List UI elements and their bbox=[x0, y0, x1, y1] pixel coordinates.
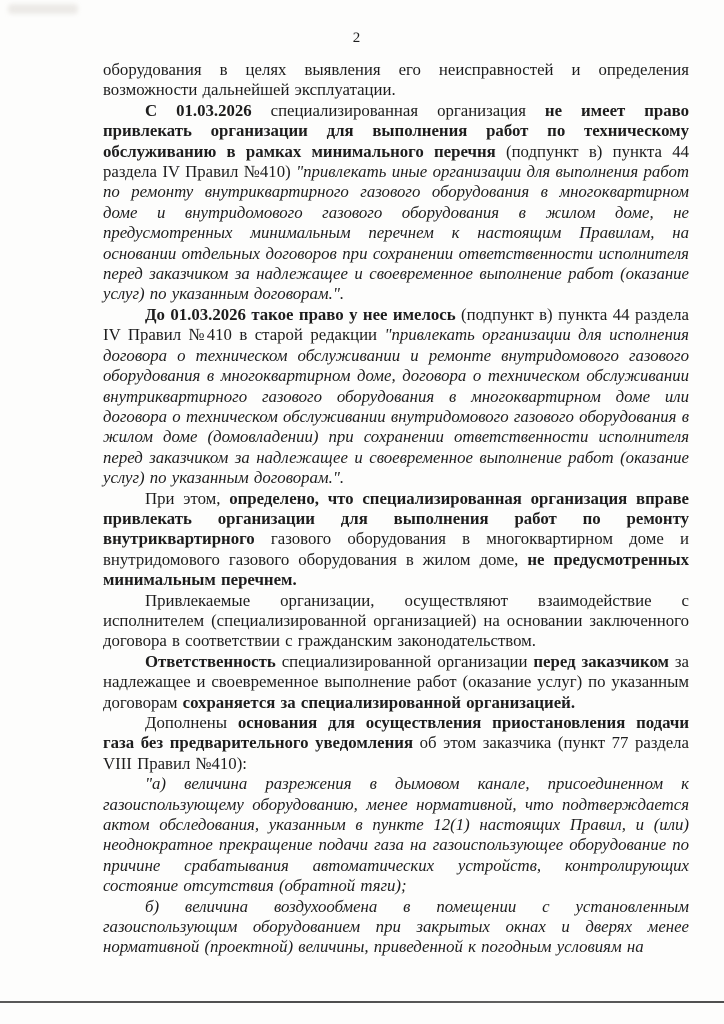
text-segment-bold: сохраняется за специализированной организацией. bbox=[182, 692, 576, 712]
text-segment-italic: "а) величина разрежения в дымовом канале, присоединенном к газоиспользующему оборудованию, менее нормативной, что подтверждается актом обследования, указанным в пункте 12(1) настоящих Правил, и (или) неоднократное прекращение подачи газа на газоиспользующее оборудование по причине срабатывания автоматических устройств, контролирующих состояние отсутствия (обратной тяги); bbox=[103, 774, 689, 896]
paragraph bbox=[103, 774, 689, 896]
text-segment-regular: (подпункт в) пункта 44 раздела IV Правил №410 в старой редакции bbox=[103, 304, 689, 345]
text-segment-regular: об этом заказчика (пункт 77 раздела VIII Правил №410): bbox=[103, 733, 690, 773]
text-segment-bold: перед заказчиком bbox=[533, 651, 675, 671]
document-body bbox=[103, 60, 689, 958]
text-segment-bold: основания для осуществления приостановления подачи газа без предварительного уведомления bbox=[103, 713, 689, 753]
text-segment-bold: определено, что специализированная организация вправе привлекать организации для выполнения работ по ремонту внутриквартирного bbox=[103, 488, 689, 549]
text-segment-regular: При этом, bbox=[145, 488, 230, 508]
paragraph bbox=[103, 305, 689, 489]
text-segment-bold: До 01.03.2026 такое право у нее имелось bbox=[145, 304, 462, 324]
text-segment-regular: специализированная организация bbox=[270, 100, 545, 120]
text-segment-regular: газового оборудования в многоквартирном доме и внутридомового газового оборудования в жилом доме, bbox=[103, 529, 689, 569]
text-segment-regular: Привлекаемые организации, осуществляют взаимодействие с исполнителем (специализированной организацией) на основании заключенного договора в соответствии с гражданским законодательством. bbox=[103, 590, 689, 651]
page-number: 2 bbox=[352, 30, 362, 46]
paragraph bbox=[103, 897, 689, 958]
text-segment-italic: б) величина воздухообмена в помещении с установленным газоиспользующим оборудованием при закрытых окнах и дверях менее нормативной (проектной) величины, приведенной к погодным условиям на bbox=[103, 896, 689, 957]
paragraph bbox=[103, 652, 689, 713]
text-segment-regular: оборудования в целях выявления его неисправностей и определения возможности дальнейшей эксплуатации. bbox=[103, 60, 689, 100]
footer-scan-rule bbox=[0, 1001, 724, 1003]
text-segment-bold: С 01.03.2026 bbox=[145, 100, 271, 120]
text-segment-regular: Дополнены bbox=[145, 713, 238, 732]
paragraph bbox=[103, 489, 689, 591]
text-segment-regular: за надлежащее и своевременное выполнение работ (оказание услуг) по указанным договорам bbox=[103, 651, 689, 712]
paragraph bbox=[103, 101, 689, 305]
paragraph bbox=[103, 591, 689, 652]
paragraph bbox=[103, 60, 689, 101]
text-segment-regular: (подпункт в) пункта 44 раздела IV Правил №410) bbox=[103, 141, 689, 182]
scan-artifact bbox=[8, 4, 78, 14]
text-segment-bold: не предусмотренных минимальным перечнем. bbox=[103, 549, 689, 590]
text-segment-regular: специализированной организации bbox=[281, 651, 534, 671]
paragraph bbox=[103, 713, 689, 774]
text-segment-italic: "привлекать организации для исполнения договора о техническом обслуживании и ремонте внутридомового газового оборудования в многоквартирном доме, договора о техническом обслуживании внутриквартирного газового оборудования в многоквартирном доме или договора о техническом обслуживании внутридомового газового оборудования в жилом доме (домовладении) при сохранении ответственности исполнителя перед заказчиком за надлежащее и своевременное выполнение работ (оказание услуг) по указанным договорам.". bbox=[103, 325, 689, 488]
text-segment-bold: не имеет право привлекать организации для выполнения работ по техническому обслуживанию в рамках минимального перечня bbox=[103, 100, 689, 161]
text-segment-italic: "привлекать иные организации для выполнения работ по ремонту внутриквартирного газового оборудования в многоквартирном доме и внутридомового газового оборудования в жилом доме, не предусмотренных минимальным перечнем к настоящим Правилам, на основании отдельных договоров при сохранении ответственности исполнителя перед заказчиком за надлежащее и своевременное выполнение работ (оказание услуг) по указанным договорам.". bbox=[103, 162, 689, 304]
text-segment-bold: Ответственность bbox=[145, 651, 282, 671]
